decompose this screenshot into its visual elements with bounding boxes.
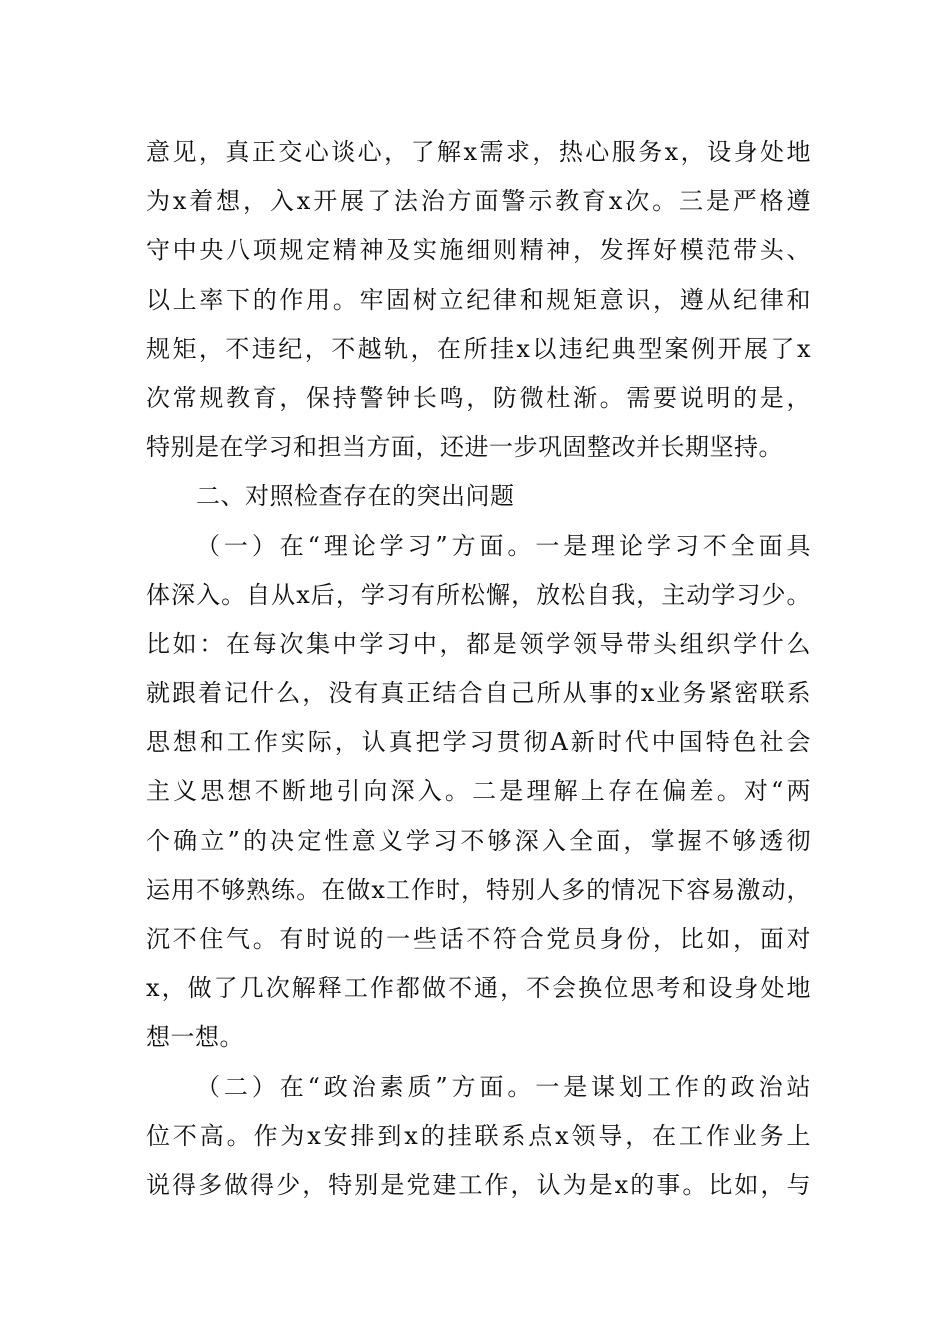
text-line: 以上率下的作用。牢固树立纪律和规矩意识，遵从纪律和 bbox=[146, 285, 811, 314]
text-line: 位不高。作为x安排到x的挂联系点x领导，在工作业务上 bbox=[146, 1121, 811, 1150]
text-line: 想一想。 bbox=[146, 1023, 244, 1052]
text-line: 主义思想不断地引向深入。二是理解上存在偏差。对“两 bbox=[146, 777, 811, 806]
text-line: 比如：在每次集中学习中，都是领学领导带头组织学什么 bbox=[146, 629, 811, 658]
text-line: 意见，真正交心谈心，了解x需求，热心服务x，设身处地 bbox=[146, 138, 811, 166]
text-line: x，做了几次解释工作都做不通，不会换位思考和设身处地 bbox=[146, 974, 811, 1003]
text-line: 思想和工作实际，认真把学习贯彻A新时代中国特色社会 bbox=[146, 728, 811, 757]
document-body bbox=[146, 128, 811, 1210]
text-line: 守中央八项规定精神及实施细则精神，发挥好模范带头、 bbox=[146, 236, 811, 265]
paragraph-start-line: （二）在“政治素质”方面。一是谋划工作的政治站 bbox=[196, 1072, 811, 1101]
text-line: 就跟着记什么，没有真正结合自己所从事的x业务紧密联系 bbox=[146, 679, 811, 708]
text-line: 个确立”的决定性意义学习不够深入全面，掌握不够透彻 bbox=[146, 826, 811, 855]
text-line: 沉不住气。有时说的一些话不符合党员身份，比如，面对 bbox=[146, 925, 811, 953]
text-line: 为x着想，入x开展了法治方面警示教育x次。三是严格遵 bbox=[146, 187, 811, 216]
text-line: 特别是在学习和担当方面，还进一步巩固整改并长期坚持。 bbox=[146, 433, 783, 462]
text-line: 说得多做得少，特别是党建工作，认为是x的事。比如，与 bbox=[146, 1170, 811, 1199]
text-line: 次常规教育，保持警钟长鸣，防微杜渐。需要说明的是， bbox=[146, 383, 811, 412]
paragraph-start-line: （一）在“理论学习”方面。一是理论学习不全面具 bbox=[196, 531, 811, 560]
text-line: 规矩，不违纪，不越轨，在所挂x以违纪典型案例开展了x bbox=[146, 334, 811, 363]
text-line: 体深入。自从x后，学习有所松懈，放松自我，主动学习少。 bbox=[146, 580, 811, 609]
text-line: 运用不够熟练。在做x工作时，特别人多的情况下容易激动， bbox=[146, 875, 811, 904]
section-heading: 二、对照检查存在的突出问题 bbox=[196, 482, 515, 511]
